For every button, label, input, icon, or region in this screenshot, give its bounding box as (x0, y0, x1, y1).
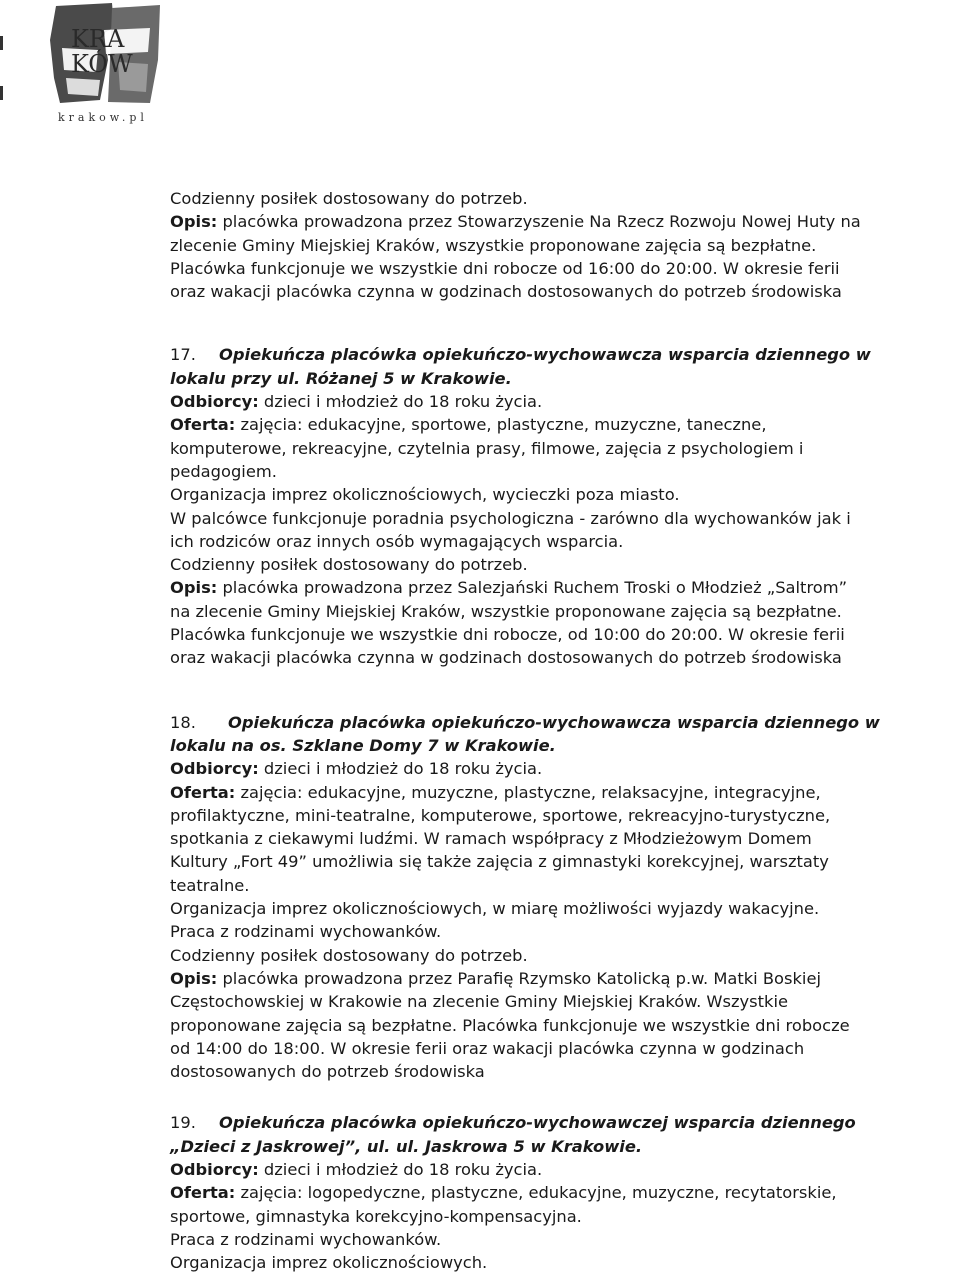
label-odbiorcy: Odbiorcy: (170, 392, 259, 412)
section-19 (170, 1111, 955, 1274)
section-title: Opiekuńcza placówka opiekuńczo-wychowawcza wsparcia dziennego w (228, 712, 880, 732)
text-line (170, 390, 955, 413)
label-odbiorcy: Odbiorcy: (170, 1159, 259, 1179)
label-oferta: Oferta: (170, 1183, 236, 1203)
text-line: Placówka funkcjonuje we wszystkie dni robocze, od 10:00 do 20:00. W okresie ferii (170, 625, 845, 645)
label-odbiorcy: Odbiorcy: (170, 759, 259, 779)
section-heading (170, 343, 955, 366)
text-line: od 14:00 do 18:00. W okresie ferii oraz wakacji placówka czynna w godzinach (170, 1038, 805, 1058)
text-line: Praca z rodzinami wychowanków. (170, 1229, 442, 1249)
text-line: profilaktyczne, mini-teatralne, komputerowe, sportowe, rekreacyjno-turystyczne, (170, 805, 831, 825)
text-run: dzieci i młodzież do 18 roku życia. (258, 1159, 543, 1179)
text-run: placówka prowadzona przez Stowarzyszenie Na Rzecz Rozwoju Nowej Huty na (217, 212, 861, 232)
text-line: na zlecenie Gminy Miejskiej Kraków, wszystkie proponowane zajęcia są bezpłatne. (170, 601, 842, 621)
text-line: Praca z rodzinami wychowanków. (170, 922, 442, 942)
text-line (170, 967, 955, 990)
section-heading (170, 711, 955, 734)
logo-text-line1: KRA (71, 25, 125, 53)
text-line (170, 210, 955, 233)
text-line: Placówka funkcjonuje we wszystkie dni robocze od 16:00 do 20:00. W okresie ferii (170, 258, 840, 278)
text-line: Organizacja imprez okolicznościowych, w miarę możliwości wyjazdy wakacyjne. (170, 899, 820, 919)
section-heading (170, 1111, 955, 1134)
text-run: dzieci i młodzież do 18 roku życia. (258, 759, 543, 779)
text-line: proponowane zajęcia są bezpłatne. Placówka funkcjonuje we wszystkie dni robocze (170, 1015, 850, 1035)
text-line: teatralne. (170, 875, 250, 895)
text-line: Kultury „Fort 49” umożliwia się także zajęcia z gimnastyki korekcyjnej, warsztaty (170, 852, 829, 872)
label-oferta: Oferta: (170, 415, 236, 435)
text-run: placówka prowadzona przez Parafię Rzymsko Katolicką p.w. Matki Boskiej (217, 968, 821, 988)
section-title: Opiekuńcza placówka opiekuńczo-wychowawcza wsparcia dziennego w (219, 345, 871, 365)
label-oferta: Oferta: (170, 782, 236, 802)
text-line (170, 1181, 955, 1204)
text-line: Codzienny posiłek dostosowany do potrzeb. (170, 945, 528, 965)
text-line (170, 781, 955, 804)
text-run: zajęcia: logopedyczne, plastyczne, edukacyjne, muzyczne, recytatorskie, (235, 1183, 837, 1203)
text-line: oraz wakacji placówka czynna w godzinach dostosowanych do potrzeb środowiska (170, 282, 842, 302)
text-line: ich rodziców oraz innych osób wymagających wsparcia. (170, 531, 624, 551)
text-line: Organizacja imprez okolicznościowych, wycieczki poza miasto. (170, 485, 680, 505)
document-body (170, 187, 955, 1274)
logo-caption: krakow.pl (58, 111, 148, 124)
label-opis: Opis: (170, 212, 218, 232)
section-18 (170, 711, 955, 1084)
text-line: spotkania z ciekawymi ludźmi. W ramach współpracy z Młodzieżowym Domem (170, 829, 812, 849)
text-line: W palcówce funkcjonuje poradnia psychologiczna - zarówno dla wychowanków jak i (170, 508, 851, 528)
text-line (170, 413, 955, 436)
text-line: zlecenie Gminy Miejskiej Kraków, wszystkie proponowane zajęcia są bezpłatne. (170, 235, 817, 255)
text-run: zajęcia: edukacyjne, muzyczne, plastyczne, relaksacyjne, integracyjne, (235, 782, 821, 802)
text-line (170, 757, 955, 780)
section-17 (170, 343, 955, 669)
text-run: placówka prowadzona przez Salezjański Ruchem Troski o Młodzież „Saltrom” (217, 578, 848, 598)
text-run: dzieci i młodzież do 18 roku życia. (258, 392, 543, 412)
text-line: Codzienny posiłek dostosowany do potrzeb. (170, 555, 528, 575)
label-opis: Opis: (170, 968, 218, 988)
section-title: lokalu na os. Szklane Domy 7 w Krakowie. (170, 735, 556, 755)
text-line: Organizacja imprez okolicznościowych. (170, 1253, 488, 1273)
text-line (170, 576, 955, 599)
section-title: „Dzieci z Jaskrowej”, ul. ul. Jaskrowa 5 w Krakowie. (170, 1136, 643, 1156)
krakow-logo-mark (0, 0, 175, 130)
text-line: oraz wakacji placówka czynna w godzinach dostosowanych do potrzeb środowiska (170, 648, 842, 668)
section-number: 19. (170, 1113, 196, 1133)
label-opis: Opis: (170, 578, 218, 598)
logo-text-line2: KÓW (71, 50, 133, 78)
section-title: lokalu przy ul. Różanej 5 w Krakowie. (170, 368, 512, 388)
text-run: zajęcia: edukacyjne, sportowe, plastyczne, muzyczne, taneczne, (235, 415, 767, 435)
text-line: dostosowanych do potrzeb środowiska (170, 1062, 485, 1082)
section-number: 18. (170, 712, 196, 732)
text-line (170, 1158, 955, 1181)
text-line: komputerowe, rekreacyjne, czytelnia prasy, filmowe, zajęcia z psychologiem i (170, 438, 804, 458)
intro-block (170, 187, 955, 303)
text-line: Częstochowskiej w Krakowie na zlecenie Gminy Miejskiej Kraków. Wszystkie (170, 992, 789, 1012)
text-line: pedagogiem. (170, 461, 277, 481)
section-number: 17. (170, 345, 196, 365)
krakow-logo (0, 0, 175, 130)
text-line: Codzienny posiłek dostosowany do potrzeb. (170, 189, 528, 208)
text-line: sportowe, gimnastyka korekcyjno-kompensacyjna. (170, 1206, 582, 1226)
section-title: Opiekuńcza placówka opiekuńczo-wychowawczej wsparcia dziennego (219, 1113, 856, 1133)
